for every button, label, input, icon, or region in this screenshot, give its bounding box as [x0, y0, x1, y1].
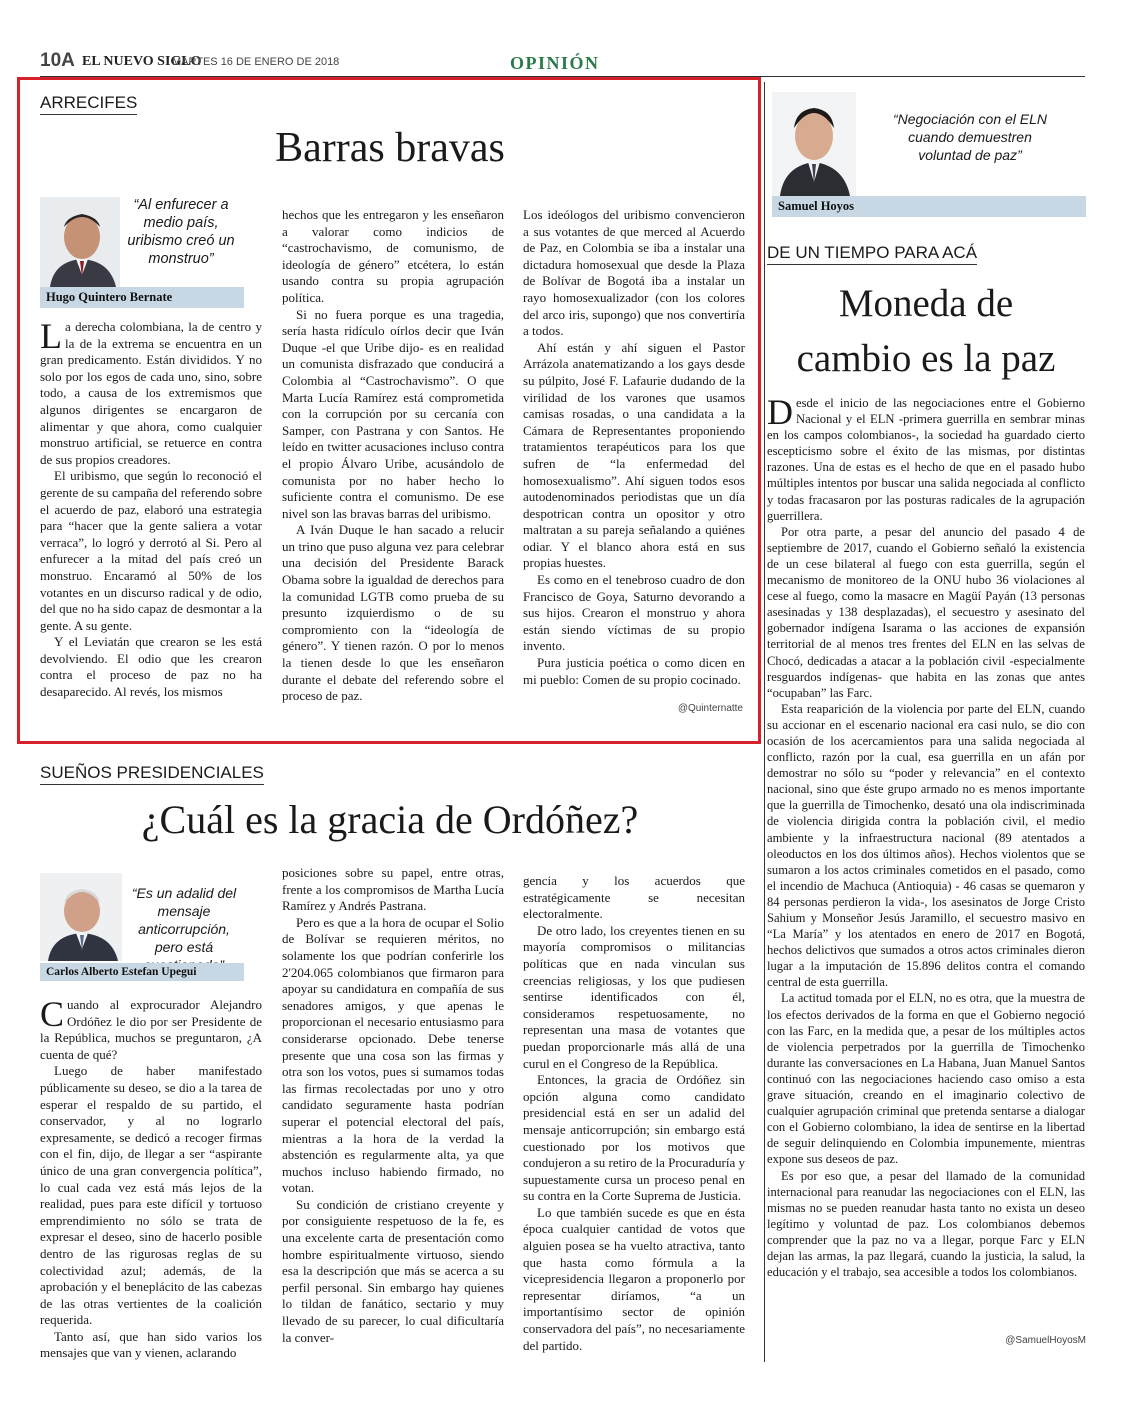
article3-paragraph: Esta reaparición de la violencia por parte del ELN, cuando su accionar en el escenario nacional era casi nulo, se dio con ocasión de los acercamientos para una salida negociada al conflicto, razón por la cual, esa guerrilla en un afán por demostrar no sólo su “poder y relevancia” en el contexto nacional, sino que éste grupo armado no es menos importante que la guerrilla de Timochenko, desató una ola indiscriminada de violencia dirigida contra la población civil, el medio ambiente y la infraestructura nacional (89 atentados a oleoductos en los dos últimos años). Hechos violentos que se sumaron a los actos criminales cometidos en el pasado, como el incendio de Machuca (Antioquia) - 46 casas se quemaron y 84 personas perdieron la vida-, los asesinatos de Jorge Cristo Sahium y Monseñor Jesús Jaramillo, el secuestro masivo en “La María” y los atentados en enero de 2017 en Bogotá, hechos delictivos que sumados a otros actos criminales dieron lugar a la imputación de 15.896 delitos contra el comando central de esta guerrilla.: [767, 701, 1085, 990]
article1-paragraph: hechos que les entregaron y les enseñaron a valorar como indicios de “castrochavismo, de comunismo, de ideología de género” etcétera, lo están usando contra su propia agrupación política.: [282, 207, 504, 305]
section-title: OPINIÓN: [510, 53, 600, 73]
article2-paragraph: Luego de haber manifestado públicamente su deseo, se dio a la tarea de esperar el respaldo de su partido, el conservador, y al no lograrlo expresamente, se dedicó a recoger firmas con el fin, dijo, de llegar a ser “aspirante único de una gran convergencia política”, lo cual cada vez está más lejos de la realidad, pues para este difícil y tortuoso emprendimiento no sólo se trata de expresar el deseo, sino de hacerlo posible dentro de las rigurosas reglas de su colectividad azul; además, de la aprobación y el beneplácito de las cabezas de las otras vertientes de la coalición requerida.: [40, 1063, 262, 1328]
article2-column-3: [523, 873, 745, 1354]
article1-title: Barras bravas: [275, 125, 505, 171]
dropcap: L: [40, 316, 62, 356]
article1-column-3: [523, 207, 745, 688]
article2-paragraph: gencia y los acuerdos que estratégicamente se necesitan electoralmente.: [523, 873, 745, 922]
column-divider: [764, 82, 765, 1362]
article1-paragraph: La derecha colombiana, la de centro y la de la extrema se encuentra en un gran predicamento. Están divididos. Y no solo por los egos de cada uno, sino, sobre todo, a causa de los extremismos que algunos dirigentes se encargaron de alimentar y que ahora, como cualquier monstruo artificial, se retuerce en contra de sus propios creadores.: [40, 316, 262, 467]
article2-title: ¿Cuál es la gracia de Ordóñez?: [141, 797, 639, 842]
article1-paragraph: Los ideólogos del uribismo convencieron a sus votantes de que merced al Acuerdo de Paz, en Colombia se iba a instalar una dictadura homosexual que desde la Plaza de Bolívar de Bogotá iba a instalar un rayo homosexualizador (con los colores del arco iris, supongo) que nos convertiría a todos.: [523, 207, 745, 339]
article3-paragraph: La actitud tomada por el ELN, no es otra, que la muestra de los efectos derivados de la forma en que el Gobierno negoció con las Farc, en la medida que, a pesar de los múltiples actos de violencia perpetrados por la guerrilla de Timochenko durante las conversaciones en La Habana, Juan Manuel Santos continuó con las negociaciones haciendo caso omiso a esta grave situación, creando en el imaginario colectivo de cualquier agrupación criminal que pretenda sentarse a dialogar con el Gobierno colombiano, la idea de sentirse en la libertad de seguir delinquiendo en Colombia impunemente, mientras expone sus deseos de paz.: [767, 991, 1085, 1167]
article2-author: Carlos Alberto Estefan Upegui: [40, 963, 244, 981]
article2-paragraph: posiciones sobre su papel, entre otras, frente a los compromisos de Martha Lucía Ramírez y Andrés Pastrana.: [282, 865, 504, 914]
newspaper-name: EL NUEVO SIGLO: [82, 54, 202, 69]
article3-paragraph: Es por eso que, a pesar del llamado de la comunidad internacional para reanudar las negociaciones con el ELN, las mismas no se pueden reanudar hasta tanto no exista un deseo legítimo y voluntad de paz. Los colombianos debemos comprender que la paz no va a llegar, porque Farc y ELN dejan las armas, la paz llegará, cuando la justicia, la salud, la educación y el trabajo, sea accesible a todos los colombianos.: [767, 1168, 1085, 1280]
author-photo-quintero: [40, 197, 120, 287]
article3-pullquote: “Negociación con el ELN cuando demuestren voluntad de paz”: [892, 111, 1048, 163]
article1-paragraph: Si no fuera porque es una tragedia, sería hasta ridículo oírlos decir que Iván Duque -el que Uribe dijo- es en realidad un comunista disfrazado que conducirá a Colombia al “Castrochavismo”. O que Marta Lucía Ramírez está comprometida con la corrupción por su cercanía con Samper, con Pastrana y con Santos. He leído en twitter acusaciones incluso contra el propio Álvaro Uribe, acusándolo de comunista por no haber hecho lo suficiente contra el comunismo. De ese nivel son las bravas barras del uribismo.: [282, 306, 504, 521]
article2-paragraph: Lo que también sucede es que en ésta época cualquier cantidad de votos que alguien posea se ha vuelto atractiva, tanto que hasta como fórmula a la vicepresidencia llegaron a proponerlo por representar diríamos, “a un importantísimo sector de opinión conservadora del país”, no necesariamente del partido.: [523, 1204, 745, 1353]
article1-author: Hugo Quintero Bernate: [40, 287, 244, 308]
portrait-icon: [772, 92, 856, 196]
article3-title: [767, 276, 1085, 386]
page-number: 10A: [40, 50, 75, 71]
article2-paragraph: Cuando al exprocurador Alejandro Ordóñez le dio por ser Presidente de la República, muchos se preguntaron, ¿A cuenta de qué?: [40, 994, 262, 1062]
article1-paragraph: A Iván Duque le han sacado a relucir un trino que puso alguna vez para celebrar una decisión del Presidente Barack Obama sobre la igualdad de derechos para la comunidad LGTB como prueba de su presunto izquierdismo o de su compromiento con la “ideología de género”. Y tienen razón. O por lo menos la tienen desde lo que les enseñaron durante el debate del referendo sobre el proceso de paz.: [282, 522, 504, 704]
dropcap: C: [40, 994, 65, 1034]
article3-author: Samuel Hoyos: [772, 196, 1086, 217]
article2-kicker: SUEÑOS PRESIDENCIALES: [40, 763, 264, 785]
article1-paragraph: Pura justicia poética o como dicen en mi pueblo: Comen de su propio cocinado.: [523, 655, 745, 687]
article1-paragraph: Ahí están y ahí siguen el Pastor Arrázola anatematizando a los gays desde su púlpito, José F. Lafaurie dudando de la virilidad de los varones que usamos camisas rosadas, o una candidata a la Cámara de Representantes proponiendo tratamientos terapéuticos para los que sufren de “la enfermedad del homosexualismo”. Ahí siguen todos esos autodenominados periodistas que un día despotrican contra un opositor y otro maltratan a su pareja señalando a quiénes odiar. Y el blanco ahora está en sus propias huestes.: [523, 339, 745, 571]
author-photo-estefan: [40, 873, 122, 961]
article3-twitter-handle: @SamuelHoyosM: [1005, 1335, 1086, 1346]
edition-date: MARTES 16 DE ENERO DE 2018: [172, 56, 340, 68]
article1-paragraph: El uribismo, que según lo reconoció el gerente de su campaña del referendo sobre el acuerdo de paz, elaboró una estrategia para “hacer que la gente saliera a votar verraca”, lo logró y derrotó al Si. Pero al enfurecer a la mitad del país creó un monstruo. Encaramó al 50% de los votantes en un discurso radical y de odio, del que no ha sido capaz de desmontar a la gente. A su gente.: [40, 468, 262, 633]
article2-column-1: [40, 994, 262, 1362]
article3-title-line-2: cambio es la paz: [796, 337, 1056, 380]
article1-twitter-handle: @Quinternatte: [677, 703, 743, 714]
article2-pullquote: “Es un adalid del mensaje anticorrupción, pero está: [131, 885, 237, 955]
article1-pullquote: “Al enfurecer a medio país, uribismo creó un monstruo”: [127, 197, 235, 267]
article1-kicker: ARRECIFES: [40, 93, 137, 115]
article2-paragraph: Tanto así, que han sido varios los mensajes que van y vienen, aclarando: [40, 1328, 262, 1361]
article2-paragraph: Su condición de cristiano creyente y por consiguiente respetuoso de la fe, es una excelente carta de presentación como hombre espiritualmente virtuoso, siendo esa la descripción que más se acerca a su perfil personal. Sin embargo hay quienes lo tildan de fanático, sectario y muy llevado de su parecer, lo cual dificultaría la conver-: [282, 1196, 504, 1345]
article1-column-1: [40, 316, 262, 701]
author-photo-hoyos: [772, 92, 856, 196]
portrait-icon: [40, 197, 120, 287]
portrait-icon: [40, 873, 122, 961]
article3-body: [767, 392, 1085, 1280]
article3-paragraph: Por otra parte, a pesar del anuncio del pasado 4 de septiembre de 2017, cuando el Gobierno señaló la existencia de un cese bilateral al fuego con esta guerrilla, según el mecanismo de monitoreo de la ONU hubo 36 violaciones al cese al fuego, como la masacre en Magüí Payán (13 personas asesinadas y 138 desplazadas), el secuestro y asesinato del gobernador indígena Isarama o las acciones de expansión territorial de al menos tres frentes del ELN en las selvas de Chocó, dedicadas a atacar a la población civil -especialmente resguardos indígenas- que habita en las zonas que antes “ocupaban” las Farc.: [767, 524, 1085, 700]
article1-paragraph: Y el Leviatán que crearon se les está devolviendo. El odio que les crearon contra el proceso de paz no ha desaparecido. Al revés, los mismos: [40, 634, 262, 700]
article2-paragraph: De otro lado, los creyentes tienen en su mayoría compromisos o militancias políticas que en nada vinculan sus creencias religiosas, y los que pudiesen sentirse identificados con él, consideramos respetuosamente, no representan una masa de votantes que puedan proporcionarle más allá de una curul en el Congreso de la República.: [523, 922, 745, 1071]
article3-paragraph: Desde el inicio de las negociaciones entre el Gobierno Nacional y el ELN -primera guerrilla en sembrar minas en los campos colombianos-, la sociedad ha guardado cierto escepticismo sobre el éxito de las mismas, por distintas razones. Una de estas es el hecho de que en el pasado hubo múltiples intentos por buscar una salida negociada al conflicto y todas fracasaron por las posturas radicales de la agrupación guerrillera.: [767, 392, 1085, 523]
article1-paragraph: Es como en el tenebroso cuadro de don Francisco de Goya, Saturno devorando a sus hijos. Crearon el monstruo y ahora están siendo víctimas de su propio invento.: [523, 572, 745, 654]
dropcap: D: [767, 392, 793, 432]
article3-title-line-1: Moneda de: [838, 282, 1014, 325]
article1-column-2: [282, 207, 504, 705]
article2-paragraph: Entonces, la gracia de Ordóñez sin opción alguna como candidato presidencial está en ser un adalid del mensaje anticorrupción; sin embargo está cuestionado por los motivos que condujeron a su retiro de la Procuraduría y supuestamente cursa un proceso penal en su contra en la Corte Suprema de Justicia.: [523, 1072, 746, 1204]
article2-column-2: [282, 865, 504, 1346]
article3-kicker: DE UN TIEMPO PARA ACÁ: [767, 243, 977, 265]
article2-paragraph: Pero es que a la hora de ocupar el Solio de Bolívar se requieren méritos, no solamente los que podrían conferirle los 2'204.065 colombianos que firmaron para apoyar su candidatura en compañía de sus senadores amigos, y que apenas le proporcionan el necesario entusiasmo para considerarse opcionado. Debe tenerse presente que una cosa son las firmas y otra son los votos, pues si sumamos todas las firmas recolectadas por uno y otro candidato seguramente hasta podrían superar el potencial electoral del país, mientras a la hora de la verdad la abstención es regularmente alta, ya que muchos incluso habiendo firmado, no votan.: [282, 914, 504, 1196]
